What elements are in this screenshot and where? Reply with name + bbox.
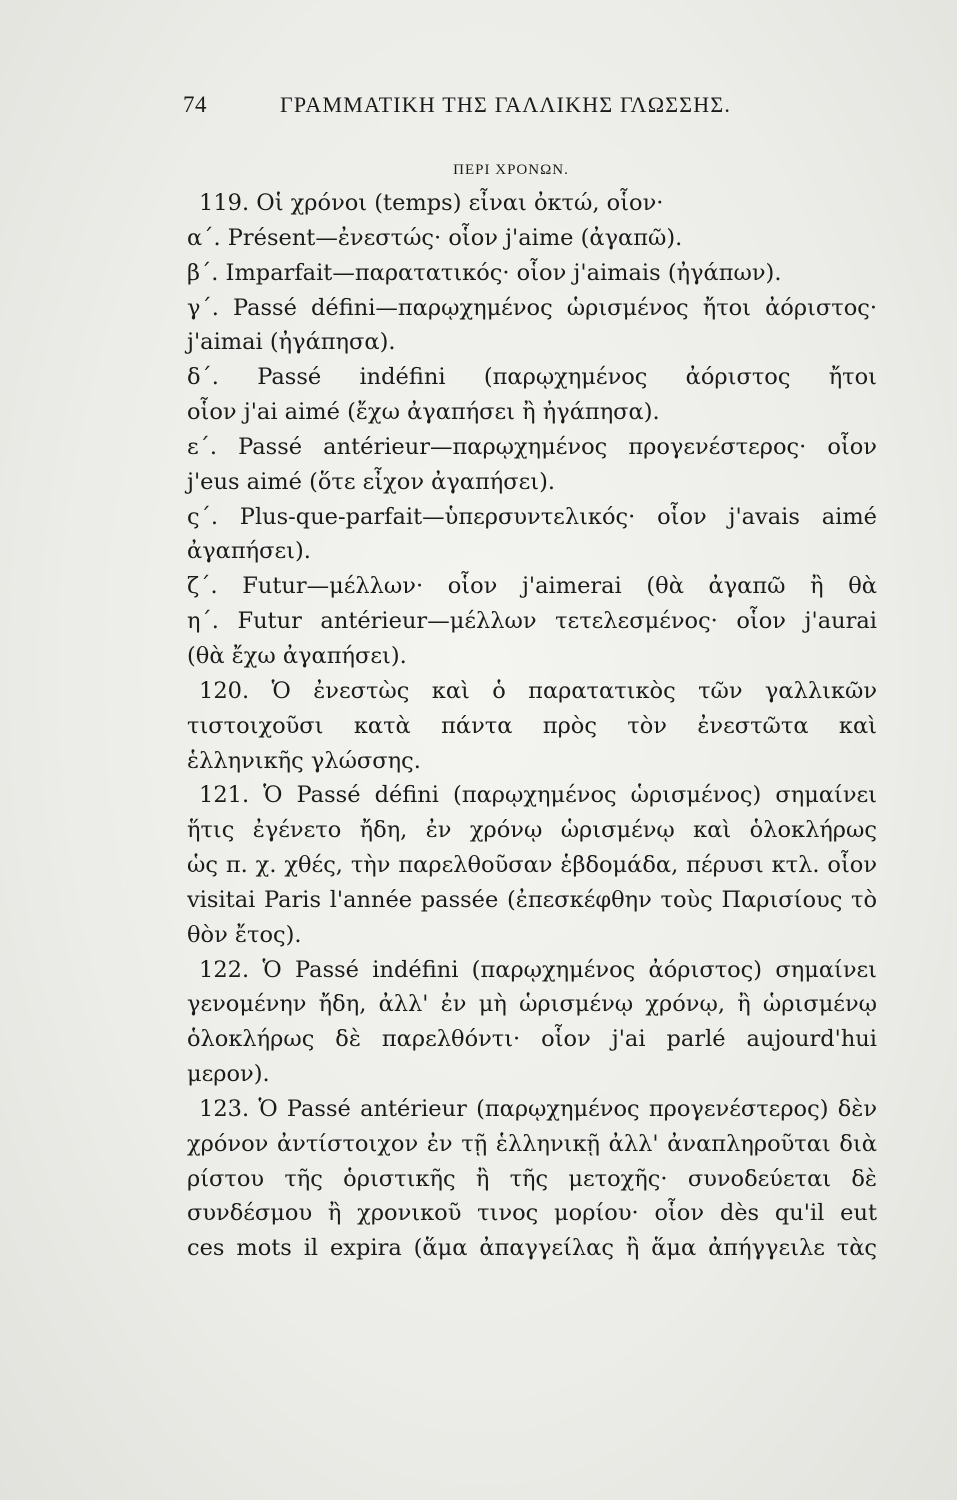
text-line: γ΄. Passé défini—παρῳχημένος ὡρισμένος ἤτοι ἀόριστος· xyxy=(187,294,877,321)
text-line: ἥτις ἐγένετο ἤδη, ἐν χρόνῳ ὡρισμένῳ καὶ ὁλοκλήρως xyxy=(187,817,877,844)
text-line: θὸν ἔτος). xyxy=(187,921,302,948)
text-line: 120. Ὁ ἐνεστὼς καὶ ὁ παρατατικὸς τῶν γαλλικῶν xyxy=(199,677,877,704)
text-line: οἷον j'ai aimé (ἔχω ἀγαπήσει ἢ ἠγάπησα). xyxy=(187,399,660,426)
text-line: ρίστου τῆς ὁριστικῆς ἢ τῆς μετοχῆς· συνοδεύεται δὲ xyxy=(187,1165,877,1192)
text-line: β΄. Imparfait—παρατατικός· οἷον j'aimais (ἠγάπων). xyxy=(187,259,782,286)
text-line: δ΄. Passé indéfini (παρῳχημένος ἀόριστος ἤτοι xyxy=(187,364,877,391)
text-line: ε΄. Passé antérieur—παρῳχημένος προγενέστερος· οἷον xyxy=(187,433,877,460)
text-line: τιστοιχοῦσι κατὰ πάντα πρὸς τὸν ἐνεστῶτα καὶ xyxy=(187,712,877,739)
text-line: η΄. Futur antérieur—μέλλων τετελεσμένος· οἷον j'aurai xyxy=(187,608,877,635)
text-line: 122. Ὁ Passé indéfini (παρῳχημένος ἀόριστος) σημαίνει xyxy=(199,956,877,983)
running-head xyxy=(183,92,783,122)
text-line: συνδέσμου ἢ χρονικοῦ τινος μορίου· οἷον dès qu'il eut xyxy=(187,1200,877,1227)
text-line: ς΄. Plus-que-parfait—ὑπερσυντελικός· οἷον j'avais aimé xyxy=(187,503,877,530)
page-number: 74 xyxy=(183,92,207,117)
text-line: χρόνον ἀντίστοιχον ἐν τῇ ἑλληνικῇ ἀλλ' ἀναπληροῦται διὰ xyxy=(187,1130,877,1157)
text-line: ὁλοκλήρως δὲ παρελθόντι· οἷον j'ai parlé aujourd'hui xyxy=(187,1026,877,1053)
text-line: 119. Οἱ χρόνοι (temps) εἶναι ὀκτώ, οἷον· xyxy=(199,190,664,216)
text-line: ἀγαπήσει). xyxy=(187,538,311,565)
text-line: μερον). xyxy=(187,1061,270,1088)
running-title: ΓΡΑΜΜΑΤΙΚΗ ΤΗΣ ΓΑΛΛΙΚΗΣ ΓΛΩΣΣΗΣ. xyxy=(280,92,732,117)
text-line: visitai Paris l'année passée (ἐπεσκέφθην τοὺς Παρισίους τὸ xyxy=(187,886,877,913)
text-line: ζ΄. Futur—μέλλων· οἷον j'aimerai (θὰ ἀγαπῶ ἢ θὰ xyxy=(187,573,877,600)
text-line: 123. Ὁ Passé antérieur (παρῳχημένος προγενέστερος) δὲν xyxy=(199,1095,877,1122)
text-line: j'eus aimé (ὅτε εἶχον ἀγαπήσει). xyxy=(187,468,556,495)
text-line: γενομένην ἤδη, ἀλλ' ἐν μὴ ὡρισμένῳ χρόνῳ, ἢ ὡρισμένῳ xyxy=(187,991,877,1018)
text-line: j'aimai (ἠγάπησα). xyxy=(187,329,396,356)
text-line: (θὰ ἔχω ἀγαπήσει). xyxy=(187,642,407,669)
text-line: ἑλληνικῆς γλώσσης. xyxy=(187,747,421,774)
body-text xyxy=(187,186,877,1266)
section-heading: ΠΕΡΙ ΧΡΟΝΩΝ. xyxy=(453,162,569,178)
text-line: ὡς π. χ. χθές, τὴν παρελθοῦσαν ἑβδομάδα, πέρυσι κτλ. οἷον xyxy=(187,852,877,879)
text-line: 121. Ὁ Passé défini (παρῳχημένος ὡρισμένος) σημαίνει xyxy=(199,782,877,809)
text-line: α΄. Présent—ἐνεστώς· οἷον j'aime (ἀγαπῶ). xyxy=(187,224,683,251)
text-line: ces mots il expira (ἅμα ἀπαγγείλας ἢ ἅμα ἀπήγγειλε τὰς xyxy=(187,1235,877,1262)
